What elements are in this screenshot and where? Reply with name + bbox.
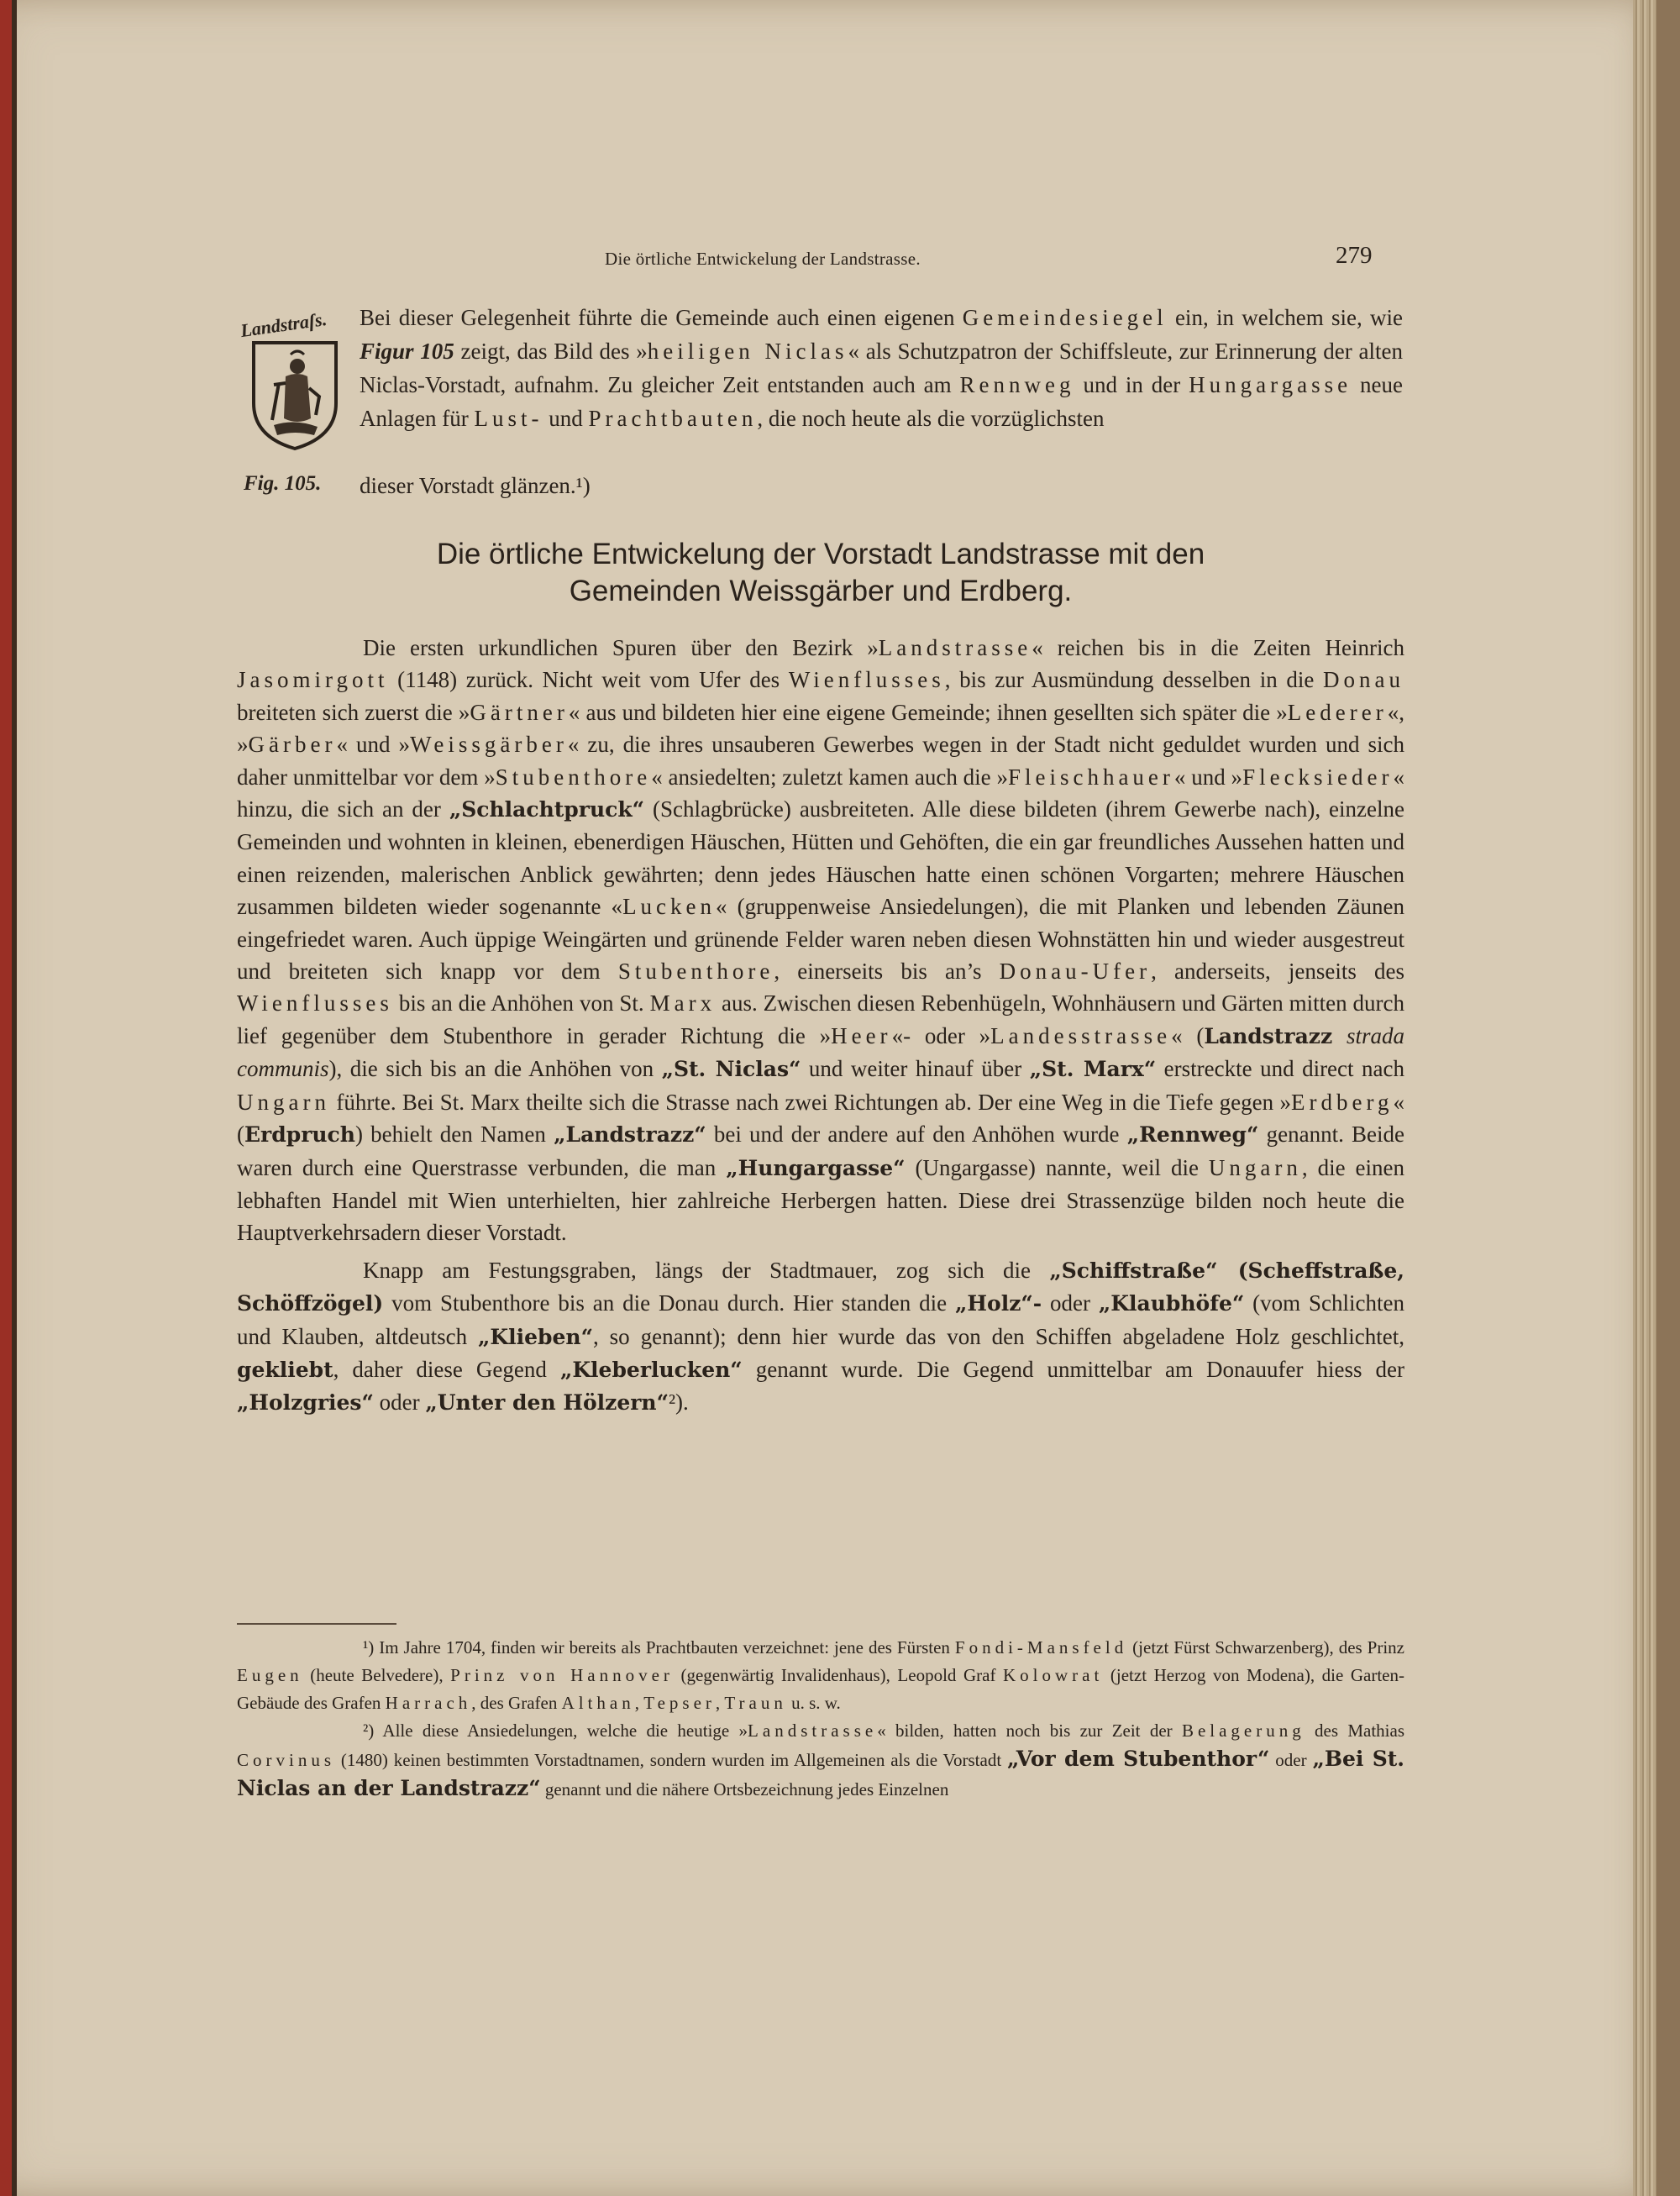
heading-line-1: Die örtliche Entwickelung der Vorstadt Landstrasse mit den <box>436 538 1205 570</box>
figure-label: Fig. 105. <box>244 472 322 495</box>
footnote-divider <box>237 1623 396 1625</box>
footnote-1: ¹) Im Jahre 1704, finden wir bereits als Prachtbauten verzeichnet: jene des Fürsten Fondi-Mansfeld (jetzt Fürst Schwarzenberg), des Prinz Eugen (heute Belvedere), Prinz von Hannover (gegenwärtig Invalidenhaus), Leopold Graf Kolowrat (jetzt Herzog von Modena), die Garten-Gebäude des Grafen Harrach, des Grafen Althan, Tepser, Traun u. s. w. <box>237 1637 1404 1713</box>
footnote-2: ²) Alle diese Ansiedelungen, welche die heutige »Landstrasse« bilden, hatten noch bis zur Zeit der Belagerung des Mathias Corvinus (1480) keinen bestimmten Vorstadtnamen, sondern wurden im Allgemeinen als die Vorstadt „Vor dem Stubenthor“ oder „Bei St. Niclas an der Landstrazz“ genannt und die nähere Ortsbezeichnung jedes Einzelnen <box>237 1721 1404 1800</box>
heading-line-2: Gemeinden Weissgärber und Erdberg. <box>569 575 1073 607</box>
page-edges <box>1633 0 1656 2196</box>
body-text <box>237 632 1404 1420</box>
section-heading <box>237 536 1404 610</box>
binding-shadow <box>12 0 17 2196</box>
intro-paragraph: Bei dieser Gelegenheit führte die Gemeinde auch einen eigenen Gemeindesiegel ein, in welchem sie, wie Figur 105 zeigt, das Bild des »heiligen Niclas« als Schutzpatron der Schiffsleute, zur Erinnerung der alten Niclas-Vorstadt, aufnahm. Zu gleicher Zeit entstanden auch am Rennweg und in der Hungargasse neue Anlagen für Lust- und Prachtbauten, die noch heute als die vorzüglichsten <box>360 305 1404 431</box>
intro-last-line: dieser Vorstadt glänzen.¹) <box>360 473 591 498</box>
running-title: Die örtliche Entwickelung der Landstrasse. <box>605 249 921 269</box>
binding-edge <box>0 0 12 2196</box>
paragraph-1: Die ersten urkundlichen Spuren über den Bezirk »Landstrasse« reichen bis in die Zeiten Heinrich Jasomirgott (1148) zurück. Nicht weit vom Ufer des Wienflusses, bis zur Ausmündung desselben in die Donau breiteten sich zuerst die »Gärtner« aus und bildeten hier eine eigene Gemeinde; ihnen gesellten sich später die »Lederer«, »Gärber« und »Weissgärber« zu, die ihres unsauberen Gewerbes wegen in der Stadt nicht geduldet wurden und sich daher unmittelbar vor dem »Stubenthore« ansiedelten; zuletzt kamen auch die »Fleischhauer« und »Flecksieder« hinzu, die sich an der „Schlachtpruck“ (Schlagbrücke) ausbreiteten. Alle diese bildeten (ihrem Gewerbe nach), einzelne Gemeinden und wohnten in kleinen, ebenerdigen Häuschen, Hütten und Gehöften, die ein gar freundliches Aussehen hatten und einen reizenden, malerischen Anblick gewährten; denn jedes Häuschen hatte einen schönen Vorgarten; mehrere Häuschen zusammen bildeten wieder sogenannte «Lucken« (gruppenweise Ansiedelungen), die mit Planken und lebenden Zäunen eingefriedet waren. Auch üppige Weingärten und grünende Felder waren neben diesen Wohnstätten hin und wieder ausgestreut und breiteten sich knapp vor dem Stubenthore, einerseits bis an’s Donau-Ufer, anderseits, jenseits des Wienflusses bis an die Anhöhen von St. Marx aus. Zwischen diesen Rebenhügeln, Wohnhäusern und Gärten mitten durch lief gegenüber dem Stubenthore in gerader Richtung die »Heer«- oder »Landesstrasse« (Landstrazz strada communis), die sich bis an die Anhöhen von „St. Niclas“ und weiter hinauf über „St. Marx“ erstreckte und direct nach Ungarn führte. Bei St. Marx theilte sich die Strasse nach zwei Richtungen ab. Der eine Weg in die Tiefe gegen »Erdberg« (Erdpruch) behielt den Namen „Landstrazz“ bei und der andere auf den Anhöhen wurde „Rennweg“ genannt. Beide waren durch eine Querstrasse verbunden, die man „Hungargasse“ (Ungargasse) nannte, weil die Ungarn, die einen lebhaften Handel mit Wien unterhielten, hier zahlreiche Herbergen hatten. Diese drei Strassenzüge bilden noch heute die Hauptverkehrsadern dieser Vorstadt. <box>237 635 1405 1246</box>
page-number: 279 <box>1336 242 1373 269</box>
seal-inscription: Landstraſs. <box>239 307 328 342</box>
municipal-seal-figure <box>249 338 341 452</box>
paragraph-2: Knapp am Festungsgraben, längs der Stadtmauer, zog sich die „Schiffstraße“ (Scheffstraße, Schöffzögel) vom Stubenthore bis an die Donau durch. Hier standen die „Holz“- oder „Klaubhöfe“ (vom Schlichten und Klauben, altdeutsch „Klieben“, so genannt); denn hier wurde das von den Schiffen abgeladene Holz geschlichtet, gekliebt, daher diese Gegend „Kleberlucken“ genannt wurde. Die Gegend unmittelbar am Donauufer hiess der „Holzgries“ oder „Unter den Hölzern“²). <box>237 1257 1404 1416</box>
footnotes <box>237 1634 1404 1804</box>
